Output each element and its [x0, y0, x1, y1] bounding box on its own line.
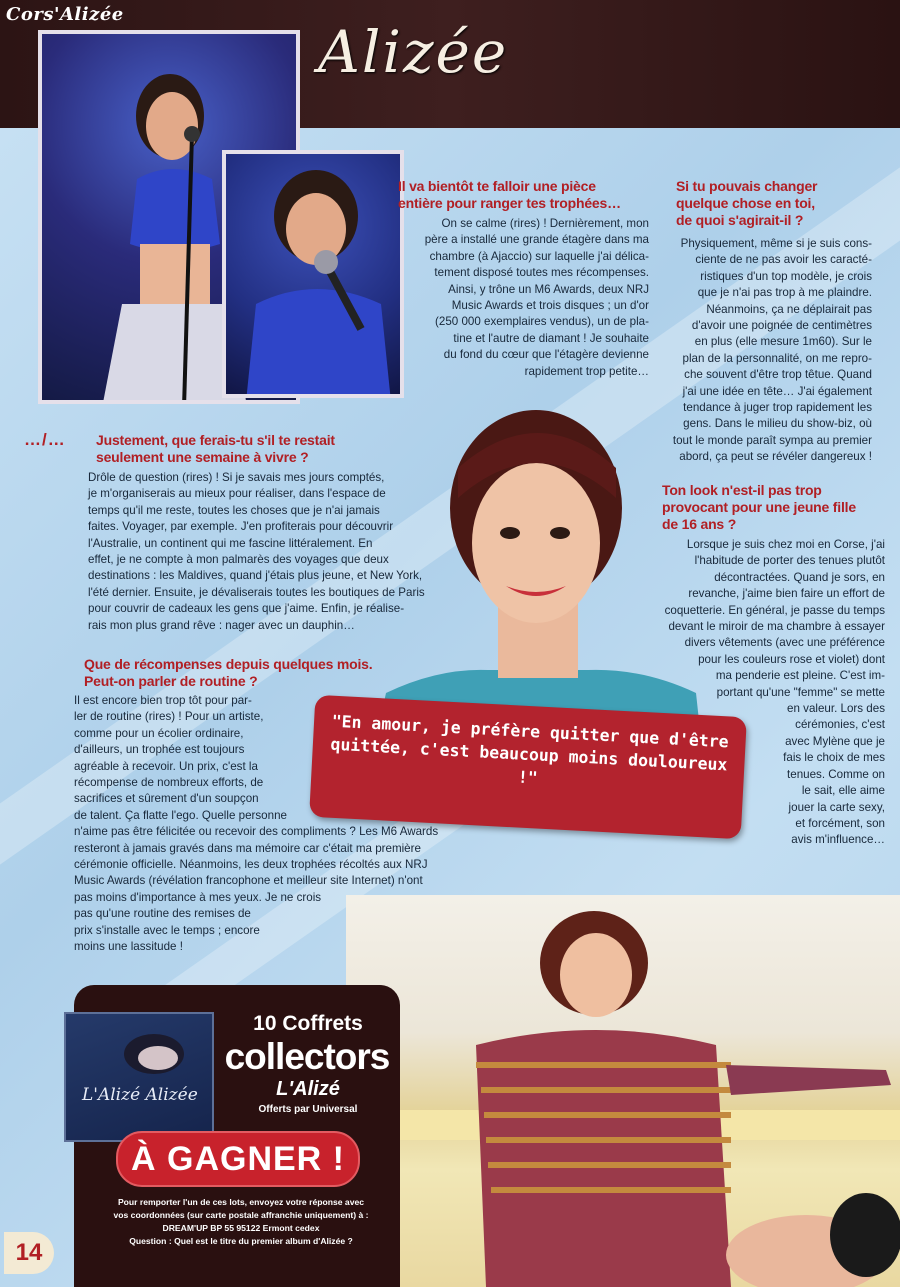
- photo-credit: Cors'Alizée: [6, 4, 124, 25]
- sweater-photo-drawing: [346, 895, 900, 1287]
- contest-count: 10 Coffrets: [253, 1012, 363, 1035]
- question-trophies: Il va bientôt te falloir une pièce entière pour ranger tes trophées…: [398, 178, 621, 211]
- pull-quote: "En amour, je préfère quitter que d'être quittée, c'est beaucoup moins douloureux !": [330, 711, 730, 788]
- page-number: 14: [4, 1232, 54, 1274]
- page-title: Alizée: [318, 18, 509, 86]
- sweater-photo: [346, 895, 900, 1287]
- answer-change: Physiquement, même si je suis cons- ciente de ne pas avoir les caracté- ristiques d'un top modèle, je crois que je n'ai pas trop à me plaindre. Néanmoins, ça ne déplairait pas d'avoir une poignée de centimètres en plus (elle mesure 1m60). Sur le plan de la personnalité, on me repro- che souvent d'être trop têtue. Quand j'ai une idée en tête… J'ai également tendance à juger trop rapidement les gens. Dans le milieu du show-biz, où tout le monde paraît sympa au premier abord, ça peut se révéler dangereux !: [672, 237, 872, 464]
- question-change: Si tu pouvais changer quelque chose en toi, de quoi s'agirait-il ?: [676, 178, 818, 228]
- singing-photo-drawing: [226, 154, 404, 398]
- win-badge: À GAGNER !: [116, 1131, 360, 1187]
- answer-routine: Il est encore bien trop tôt pour par- ler de routine (rires) ! Pour un artiste, comme pour un écolier ordinaire, d'ailleurs, un trophée est toujours agréable à recevoir. Un prix, c'est la récompense de nombreux efforts, de sacrifices et sûrement d'un soupçon de talent. Ça flatte l'ego. Quelle personne n'aime pas être félicitée ou recevoir des compliments ? Les M6 Awards resteront à jamais gravés dans ma mémoire car c'était ma première cérémonie officielle. Néanmoins, les deux trophées récoltés aux NRJ Music Awards (révélation francophone et meilleur site Internet) n'ont pas moins d'importance à mes yeux. Je ne crois pas qu'une routine des remises de prix s'installe avec le temps ; encore moins une lassitude !: [74, 694, 439, 954]
- question-week-to-live: Justement, que ferais-tu s'il te restait seulement une semaine à vivre ?: [96, 432, 335, 465]
- answer-trophies: On se calme (rires) ! Dernièrement, mon père a installé une grande étagère dans ma chambre (à Ajaccio) sur laquelle j'ai délica- tement disposé toutes mes récompenses. Ainsi, y trône un M6 Awards, deux NRJ Music Awards et trois disques ; un d'or (250 000 exemplaires vendus), un de pla- tine et l'autre de diamant ! Je souhaite du fond du cœur que l'étagère devienne rapidement trop petite…: [424, 217, 649, 378]
- boxset-cover: [64, 1012, 214, 1142]
- contest-heading: collectors: [224, 1036, 390, 1077]
- boxset-title: L'Alizé Alizée: [82, 1085, 198, 1105]
- continued-mark: …/…: [24, 430, 66, 449]
- contest-sponsor: Offerts par Universal: [258, 1104, 358, 1115]
- contest-rules: Pour remporter l'un de ces lots, envoyez votre réponse avec vos coordonnées (sur carte postale affranchie uniquement) à : DREAM'UP BP 55 95122 Ermont cedex Question : Quel est le titre du premier album d'Alizée ?: [113, 1197, 369, 1246]
- boxset-cover-drawing: [66, 1014, 212, 1140]
- contest-album: L'Alizé: [276, 1078, 340, 1100]
- answer-look: Lorsque je suis chez moi en Corse, j'ai l'habitude de porter des tenues plutôt décontractées. Quand je sors, en revanche, j'aime bien faire un effort de coquetterie. En général, je passe du temps devant le miroir de ma chambre à essayer divers vêtements (avec une préférence pour les couleurs rose et violet) dont ma penderie est pleine. C'est im- portant qu'une "femme" se mette en valeur. Lors des cérémonies, c'est avec Mylène que je fais le choix de mes tenues. Comme on le sait, elle aime jouer la carte sexy, et forcément, son avis m'influence…: [664, 538, 885, 847]
- answer-week-to-live: Drôle de question (rires) ! Si je savais mes jours comptés, je m'organiserais au mieux pour réaliser, dans l'espace de temps qu'il me reste, toutes les choses que je n'ai jamais faites. Voyager, par exemple. J'en profiterais pour découvrir l'Australie, un continent qui me fascine littéralement. En effet, je ne compte à mon palmarès des voyages que deux destinations : les Maldives, quand j'étais plus jeune, et New York, l'été dernier. Ensuite, je dévaliserais toutes les boutiques de Paris pour couvrir de cadeaux les gens que j'aime. Enfin, je réalise- rais mon plus grand rêve : nager avec un dauphin…: [88, 471, 425, 632]
- question-look: Ton look n'est-il pas trop provocant pour une jeune fille de 16 ans ?: [662, 482, 856, 532]
- question-routine: Que de récompenses depuis quelques mois. Peut-on parler de routine ?: [84, 656, 373, 689]
- singing-photo: [222, 150, 404, 398]
